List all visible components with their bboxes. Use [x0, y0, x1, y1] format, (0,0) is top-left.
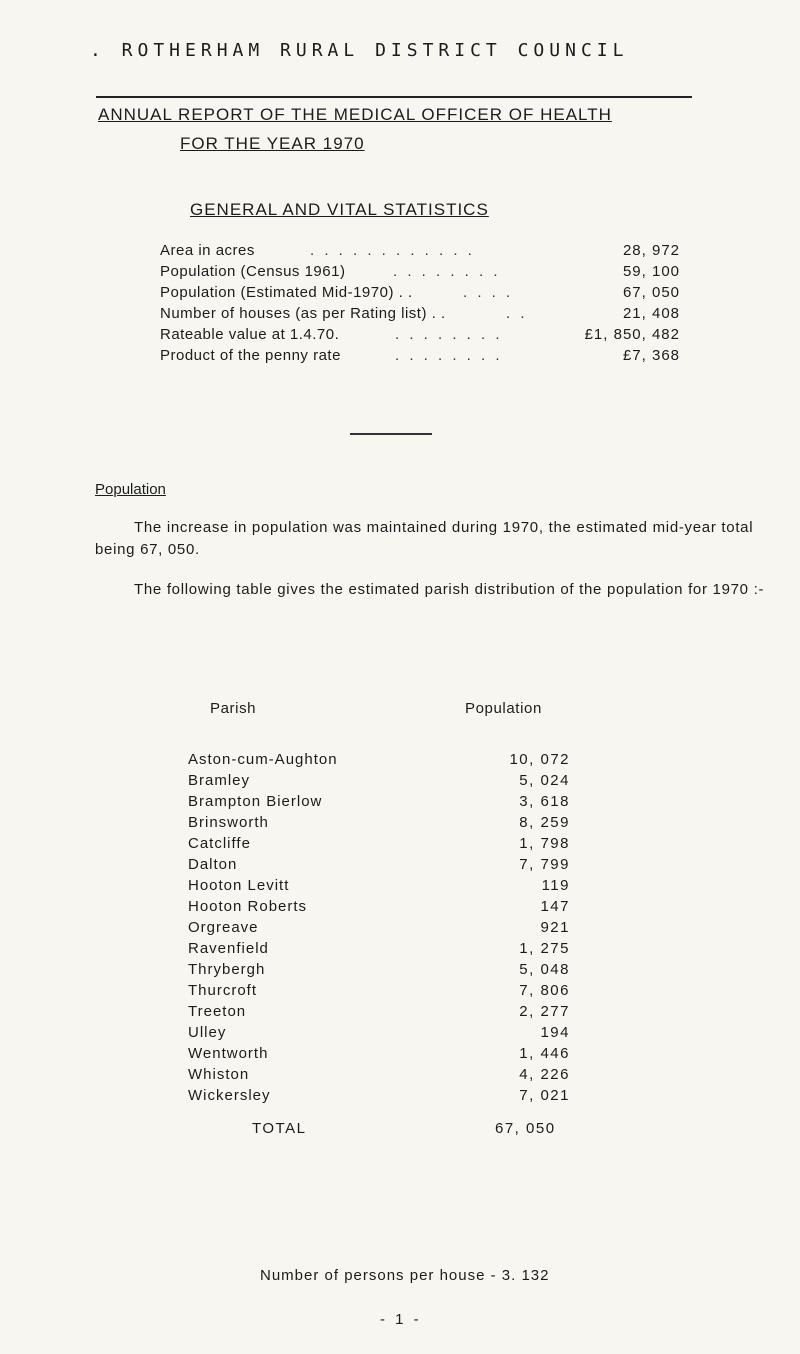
table-row: [188, 980, 570, 1001]
distribution-paragraph-text: The following table gives the estimated parish distribution of the population for 1970 :-: [134, 581, 765, 598]
parish-name: Thurcroft: [188, 982, 258, 999]
parish-name: Treeton: [188, 1003, 247, 1020]
stat-row: [160, 282, 680, 303]
report-title: ANNUAL REPORT OF THE MEDICAL OFFICER OF HEALTH: [98, 105, 612, 124]
parish-population: 7, 799: [519, 856, 570, 873]
stat-row: [160, 303, 680, 324]
stat-value: £7, 368: [622, 347, 680, 364]
parish-name: Thrybergh: [188, 961, 266, 978]
page-number: - 1 -: [380, 1311, 422, 1328]
parish-table: [188, 749, 570, 1106]
parish-name: Ulley: [188, 1024, 227, 1041]
parish-name: Aston-cum-Aughton: [188, 751, 338, 768]
parish-name: Orgreave: [188, 919, 259, 936]
parish-population: 921: [540, 919, 570, 936]
stat-label: Number of houses (as per Rating list) . .: [160, 305, 446, 322]
stat-leader-dots: . . . . . . . .: [395, 326, 503, 343]
parish-population: 4, 226: [519, 1066, 570, 1083]
stat-row: [160, 240, 680, 261]
table-row: [188, 791, 570, 812]
parish-name: Ravenfield: [188, 940, 269, 957]
table-row: [188, 854, 570, 875]
section-divider: [350, 433, 432, 435]
table-row: [188, 875, 570, 896]
population-paragraph: [95, 517, 765, 561]
parish-name: Whiston: [188, 1066, 250, 1083]
stat-label: Rateable value at 1.4.70.: [160, 326, 340, 343]
parish-population: 8, 259: [519, 814, 570, 831]
parish-name: Brampton Bierlow: [188, 793, 323, 810]
parish-name: Hooton Levitt: [188, 877, 290, 894]
table-row: [188, 938, 570, 959]
stat-label: Population (Census 1961): [160, 263, 346, 280]
parish-population: 7, 806: [519, 982, 570, 999]
stat-value: 59, 100: [622, 263, 680, 280]
table-row: [188, 1085, 570, 1106]
stat-label: Population (Estimated Mid-1970) . .: [160, 284, 413, 301]
parish-population: 1, 275: [519, 940, 570, 957]
stat-label: Product of the penny rate: [160, 347, 341, 364]
parish-name: Wentworth: [188, 1045, 269, 1062]
parish-population: 2, 277: [519, 1003, 570, 1020]
parish-population: 147: [540, 898, 570, 915]
table-row: [188, 896, 570, 917]
parish-name: Dalton: [188, 856, 238, 873]
stat-leader-dots: . . . . . . . .: [395, 347, 503, 364]
table-row: [188, 1022, 570, 1043]
parish-name: Wickersley: [188, 1087, 271, 1104]
header-rule: [96, 96, 692, 98]
parish-population: 194: [540, 1024, 570, 1041]
stat-leader-dots: . . . . . . . . . . . .: [310, 242, 475, 259]
parish-population: 1, 798: [519, 835, 570, 852]
stat-value: 28, 972: [622, 242, 680, 259]
table-row: [188, 1001, 570, 1022]
population-paragraph-text: The increase in population was maintained during 1970, the estimated mid-year total being 67, 050.: [95, 519, 754, 558]
council-name: . ROTHERHAM RURAL DISTRICT COUNCIL: [90, 40, 629, 61]
table-row: [188, 833, 570, 854]
parish-population: 7, 021: [519, 1087, 570, 1104]
table-row: [188, 1043, 570, 1064]
stat-label: Area in acres: [160, 242, 255, 259]
stat-row: [160, 345, 680, 366]
parish-name: Brinsworth: [188, 814, 269, 831]
stat-row: [160, 261, 680, 282]
table-row: [188, 749, 570, 770]
parish-name: Catcliffe: [188, 835, 251, 852]
stat-leader-dots: . . . . . . . .: [393, 263, 501, 280]
parish-name: Bramley: [188, 772, 251, 789]
parish-population: 1, 446: [519, 1045, 570, 1062]
table-row: [188, 812, 570, 833]
total-value: 67, 050: [495, 1120, 556, 1137]
general-statistics-heading: GENERAL AND VITAL STATISTICS: [190, 200, 489, 219]
parish-population: 5, 024: [519, 772, 570, 789]
table-row: [188, 917, 570, 938]
total-label: TOTAL: [252, 1120, 307, 1137]
stat-leader-dots: . . . .: [463, 284, 514, 301]
persons-per-house: Number of persons per house - 3. 132: [260, 1267, 550, 1284]
distribution-paragraph: [95, 579, 765, 601]
parish-column-header: Parish: [210, 700, 257, 717]
parish-population: 3, 618: [519, 793, 570, 810]
stat-value: 67, 050: [622, 284, 680, 301]
stat-leader-dots: . .: [506, 305, 528, 322]
stat-value: 21, 408: [622, 305, 680, 322]
table-row: [188, 770, 570, 791]
table-row: [188, 1064, 570, 1085]
parish-population: 10, 072: [509, 751, 570, 768]
parish-population: 5, 048: [519, 961, 570, 978]
population-heading: Population: [95, 481, 166, 498]
parish-name: Hooton Roberts: [188, 898, 308, 915]
report-year: FOR THE YEAR 1970: [180, 134, 365, 153]
stat-value: £1, 850, 482: [584, 326, 680, 343]
general-statistics-table: [160, 240, 680, 366]
stat-row: [160, 324, 680, 345]
parish-population: 119: [541, 877, 570, 894]
table-row: [188, 959, 570, 980]
population-column-header: Population: [465, 700, 542, 717]
